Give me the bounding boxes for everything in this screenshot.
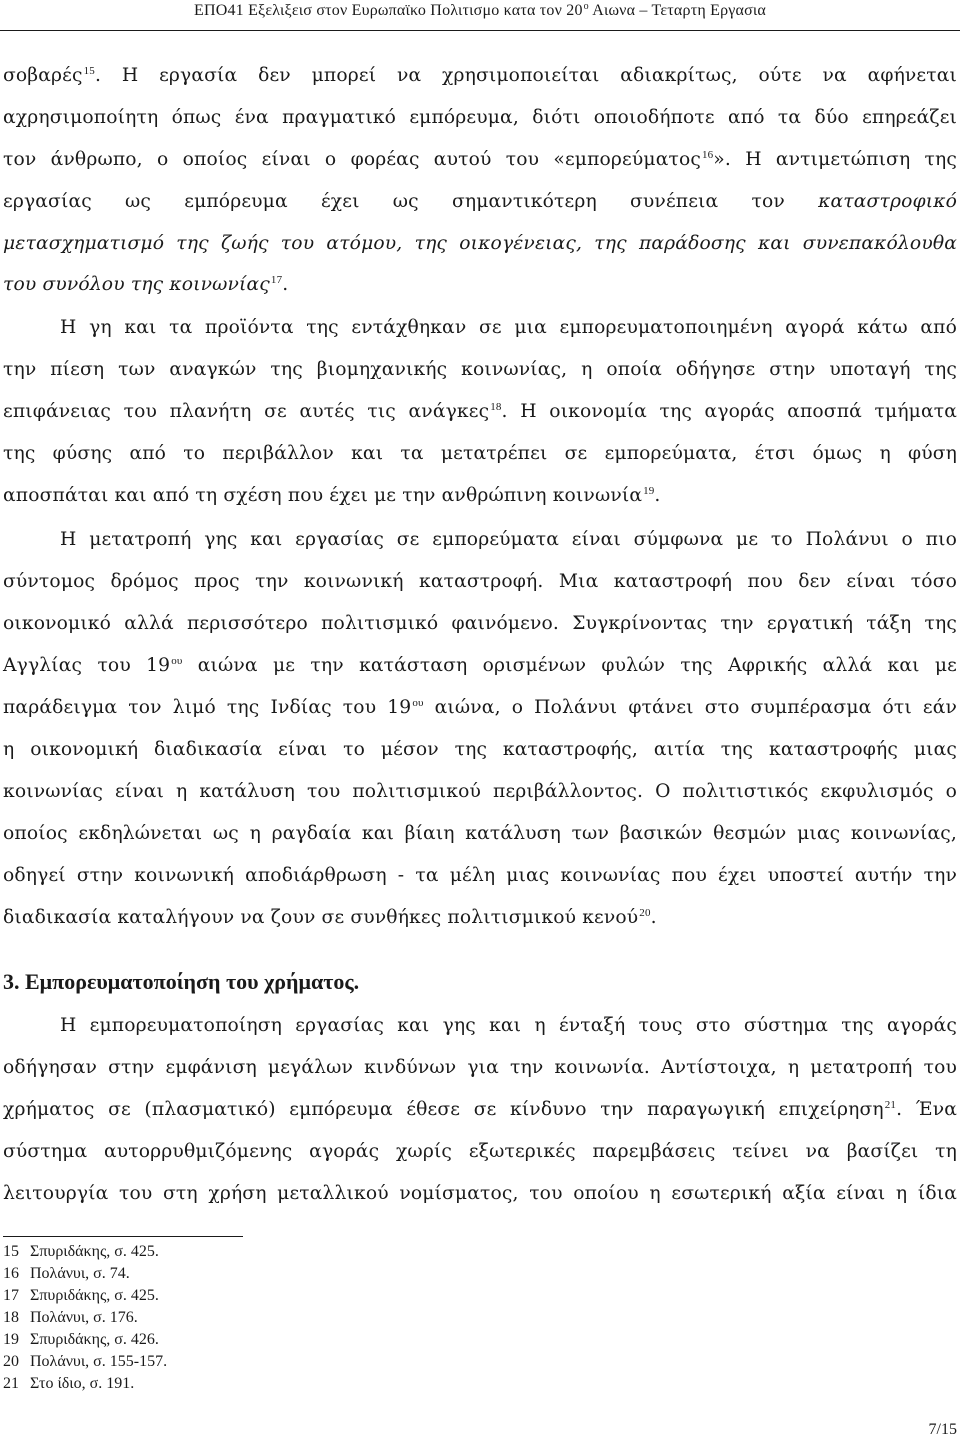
footnote-ref-20[interactable]: 20 [639,907,651,919]
footnote-item [3,1264,130,1284]
footnote-text: Πολάνυι, σ. 74. [30,1265,130,1282]
footnote-ref-18[interactable]: 18 [490,401,502,413]
text-line [3,696,957,722]
footnote-number: 17 [3,1287,19,1304]
footnote-rule [3,1236,243,1237]
text-run: ». Η αντιμετώπιση της [713,149,957,170]
footnote-ref-17[interactable]: 17 [270,274,283,286]
footnote-item [3,1374,134,1394]
text-line [3,400,957,426]
text-run: . [654,485,661,506]
text-line: οδήγησαν στην εμφάνιση μεγάλων κινδύνων για την κοινωνία. Αντίστοιχα, η μετατροπή του [3,1057,957,1078]
italic-text: του συνόλου της κοινωνίας [3,274,270,295]
text-line: οποίος εκδηλώνεται ως η ραγδαία και βίαιη κατάλυση των βασικών θεσμών μιας κοινωνίας, [3,823,957,844]
text-run: εργασίας ως εμπόρευμα έχει ως σημαντικότερη συνέπεια τον [3,191,785,212]
footnote-text: Σπυριδάκης, σ. 426. [30,1331,159,1348]
ordinal-superscript: ου [412,697,424,709]
running-header [0,2,960,20]
text-run: . [650,907,657,928]
footnote-item [3,1330,159,1350]
footnote-number: 19 [3,1331,19,1348]
footnote-ref-16[interactable]: 16 [701,149,714,161]
text-line [3,64,957,90]
text-line: λειτουργία του στη χρήση μεταλλικού νομίσματος, του οποίου η εσωτερική αξία είναι η ίδια [3,1183,957,1204]
header-title-rest: Αιωνα – Τεταρτη Εργασια [592,2,767,19]
text-run: τον άνθρωπο, ο οποίος είναι ο φορέας αυτού του «εμπορεύματος [3,149,701,170]
text-line: την πίεση των αναγκών της βιομηχανικής κοινωνίας, η οποία οδήγησε στην υποταγή της [3,359,957,380]
text-run: αιώνα με την κατάσταση ορισμένων φυλών της Αφρικής αλλά και με [197,655,957,676]
text-line: οδηγεί στην κοινωνική αποδιάρθρωση - τα μέλη μιας κοινωνίας που έχει υποστεί αυτήν την [3,865,957,886]
text-line: κοινωνίας είναι η κατάλυση του πολιτισμικού περιβάλλοντος. Ο πολιτιστικός εκφυλισμός ο [3,781,957,802]
footnote-number: 20 [3,1353,19,1370]
text-line: Η μετατροπή γης και εργασίας σε εμπορεύματα είναι σύμφωνα με το Πολάνυι ο πιο [60,529,957,550]
text-line [3,1098,957,1124]
text-line: σύντομος δρόμος προς την κοινωνική καταστροφή. Μια καταστροφή που δεν είναι τόσο [3,571,957,592]
page-number: 7/15 [928,1421,957,1438]
text-run: Αγγλίας του 19 [3,655,171,676]
text-line [3,232,957,256]
footnote-ref-21[interactable]: 21 [884,1099,897,1111]
footnote-number: 16 [3,1265,19,1282]
text-run: αποσπάται και από τη σχέση που έχει με την ανθρώπινη κοινωνία [3,485,643,506]
footnote-text: Πολάνυι, σ. 176. [30,1309,138,1326]
footnote-text: Σπυριδάκης, σ. 425. [30,1243,159,1260]
italic-text: καταστροφικό [818,191,958,212]
text-line [3,484,957,510]
italic-text: μετασχηματισμό της ζωής του ατόμου, της οικογένειας, της παράδοσης και συνεπακόλουθα [3,233,957,254]
footnote-number: 21 [3,1375,19,1392]
text-line [3,654,957,680]
footnote-ref-15[interactable]: 15 [83,65,95,77]
text-run: αιώνα, ο Πολάνυι φτάνει στο συμπέρασμα ότι εάν [434,697,957,718]
text-run: επιφάνειας του πλανήτη σε αυτές τις ανάγκες [3,401,490,422]
text-run: διαδικασία καταλήγουν να ζουν σε συνθήκες πολιτισμικού κενού [3,907,639,928]
ordinal-superscript: ου [171,655,183,667]
course-code: ΕΠΟ41 [193,2,244,19]
text-run: . Η εργασία δεν μπορεί να χρησιμοποιείται αδιακρίτως, ούτε να αφήνεται [94,65,957,86]
text-line: η οικονομική διαδικασία είναι το μέσον της καταστροφής, αιτία της καταστροφής μιας [3,739,957,760]
footnote-text: Σπυριδάκης, σ. 425. [30,1287,159,1304]
text-line: Η γη και τα προϊόντα της εντάχθηκαν σε μια εμπορευματοποιημένη αγορά κάτω από [60,317,957,338]
footnote-item [3,1242,159,1262]
text-line: αχρησιμοποίητη όπως ένα πραγματικό εμπόρευμα, διότι οποιοδήποτε από τα δύο επηρεάζει [3,107,957,128]
footnote-ref-19[interactable]: 19 [643,485,655,497]
text-line: οικονομικό αλλά περισσότερο πολιτισμικό φαινόμενο. Συγκρίνοντας την εργατική τάξη της [3,613,957,634]
header-ordinal: ο [583,1,589,12]
text-line: Η εμπορευματοποίηση εργασίας και γης και η ένταξή τους στο σύστημα της αγοράς [60,1015,957,1036]
text-line [3,906,957,932]
text-line [3,190,957,214]
footnote-number: 18 [3,1309,19,1326]
text-run: παράδειγμα τον λιμό της Ινδίας του 19 [3,697,412,718]
text-line [3,273,957,299]
header-title: Εξελιξεισ στον Ευρωπαϊκο Πολιτισμο κατα τον 20 [248,2,583,19]
text-run: χρήματος σε (πλασματικό) εμπόρευμα έθεσε σε κίνδυνο την παραγωγική επιχείρηση [3,1099,884,1120]
footnote-text: Πολάνυι, σ. 155-157. [30,1353,168,1370]
text-run: . [282,274,289,295]
text-line [3,148,957,174]
text-run: . Η οικονομία της αγοράς αποσπά τμήματα [501,401,957,422]
footnote-text: Στο ίδιο, σ. 191. [30,1375,135,1392]
section-heading: 3. Εμπορευματοποίηση του χρήματος. [3,969,360,994]
text-line: σύστημα αυτορρυθμιζόμενης αγοράς χωρίς εξωτερικές παρεμβάσεις τείνει να βασίζει τη [3,1141,957,1162]
text-run: σοβαρές [3,65,83,86]
header-rule [0,30,960,31]
footnote-item [3,1352,167,1372]
footnote-item [3,1286,159,1306]
footnote-item [3,1308,138,1328]
footnote-number: 15 [3,1243,19,1260]
text-line: της φύσης από το περιβάλλον και τα μετατρέπει σε εμπορεύματα, έτσι όμως η φύση [3,443,957,464]
text-run: . Ένα [896,1099,957,1120]
